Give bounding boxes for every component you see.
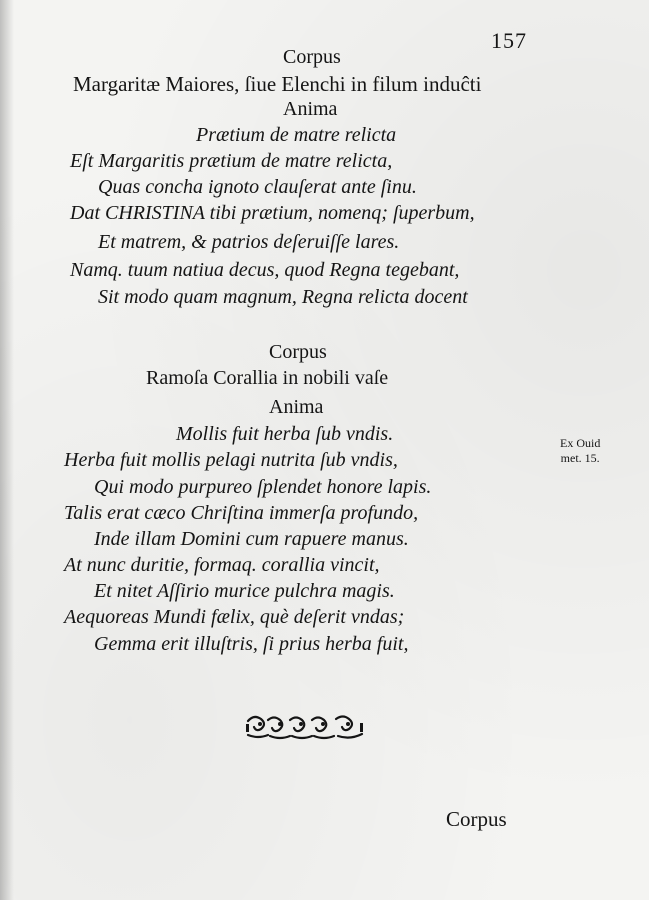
section-2-heading: Corpus xyxy=(269,341,327,363)
verse-line: Sit modo quam magnum, Regna relicta docent xyxy=(98,286,468,308)
verse-line: Talis erat cæco Chriſtina immerſa profundo, xyxy=(64,502,419,524)
verse-line: Aequoreas Mundi fælix, què deſerit vndas; xyxy=(64,606,405,628)
verse-line: Eſt Margaritis prætium de matre relicta, xyxy=(70,150,393,172)
section-2-anima: Anima xyxy=(269,396,324,418)
margin-note-line: Ex Ouid xyxy=(560,436,601,450)
margin-note-line: met. 15. xyxy=(560,451,600,465)
section-2-subtitle: Ramoſa Corallia in nobili vaſe xyxy=(146,367,389,389)
verse-line: Et matrem, & patrios deſeruiſſe lares. xyxy=(98,231,400,253)
section-2-verse-title: Mollis fuit herba ſub vndis. xyxy=(176,423,394,445)
section-1-subtitle: Margaritæ Maiores, ſiue Elenchi in filum induĉti xyxy=(73,72,482,96)
verse-line: Gemma erit illuſtris, ſi prius herba fuit, xyxy=(94,633,409,655)
verse-line: Quas concha ignoto clauſerat ante ſinu. xyxy=(98,176,417,198)
verse-line: Et nitet Aſſirio murice pulchra magis. xyxy=(94,580,395,602)
margin-note xyxy=(560,436,600,466)
verse-line: At nunc duritie, formaq. corallia vincit, xyxy=(64,554,380,576)
catchword: Corpus xyxy=(446,807,507,831)
section-1-verse-title: Prætium de matre relicta xyxy=(196,124,397,146)
verse-line: Qui modo purpureo ſplendet honore lapis. xyxy=(94,476,432,498)
verse-line: Inde illam Domini cum rapuere manus. xyxy=(94,528,409,550)
section-1-anima: Anima xyxy=(283,98,338,120)
printers-ornament-icon xyxy=(244,711,366,743)
page-number: 157 xyxy=(491,28,527,53)
verse-line: Namq. tuum natiua decus, quod Regna tegebant, xyxy=(70,259,460,281)
verse-line: Dat CHRISTINA tibi prætium, nomenq; ſuperbum, xyxy=(70,202,475,224)
gutter-shadow xyxy=(0,0,14,900)
section-1-heading: Corpus xyxy=(283,46,341,68)
verse-line: Herba fuit mollis pelagi nutrita ſub vndis, xyxy=(64,449,398,471)
